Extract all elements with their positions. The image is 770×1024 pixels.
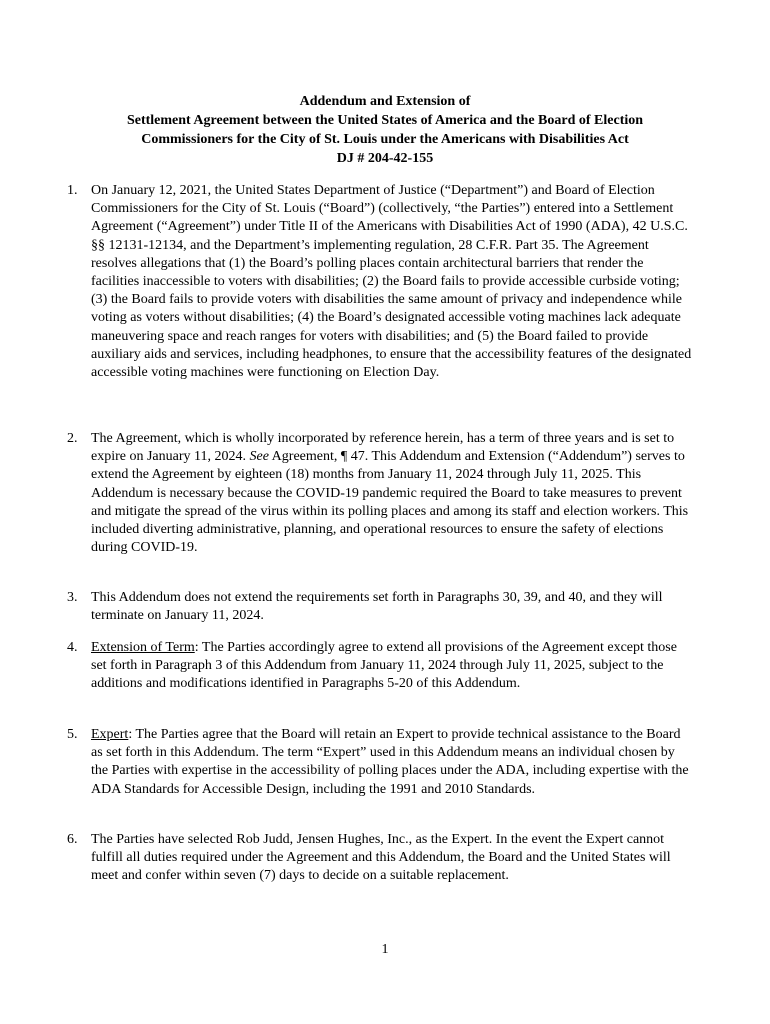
paragraph-text <box>91 430 694 557</box>
paragraph-text <box>91 639 694 694</box>
paragraph-text: On January 12, 2021, the United States Department of Justice (“Department”) and Board of Election Commissioners for the City of St. Louis (“Board”) (collectively, “the Parties”) entered into a Settlement Agreement (“Agreement”) under Title II of the Americans with Disabilities Act of 1990 (ADA), 42 U.S.C. §§ 12131-12134, and the Department’s implementing regulation, 28 C.F.R. Part 35. The Agreement resolves allegations that (1) the Board’s polling places contain architectural barriers that render the facilities inaccessible to voters with disabilities; (2) the Board fails to provide accessible curbside voting; (3) the Board fails to provide voters with disabilities the same amount of privacy and independence while voting as voters without disabilities; (4) the Board’s designated accessible voting machines lack adequate maneuvering space and reach ranges for voters with disabilities; and (5) the Board failed to provide auxiliary aids and services, including headphones, to ensure that the accessibility features of the designated accessible voting machines were functioning on Election Day. <box>91 183 692 381</box>
paragraph-3 <box>67 589 694 625</box>
heading-line-1: Addendum and Extension of <box>299 94 471 109</box>
paragraph-5 <box>67 726 694 799</box>
paragraph-number: 2. <box>67 431 78 446</box>
paragraph-text-rest: : The Parties accordingly agree to extend all provisions of the Agreement except those set forth in Paragraph 3 of this Addendum from January 11, 2024 through July 11, 2025, subject to the additions and modifications identified in Paragraphs 5-20 of this Addendum. <box>91 640 677 692</box>
section-label: Extension of Term <box>91 640 195 655</box>
paragraph-text: This Addendum does not extend the requirements set forth in Paragraphs 30, 39, and 40, and they will terminate on January 11, 2024. <box>91 590 663 624</box>
document-heading <box>60 92 710 168</box>
heading-line-3: Commissioners for the City of St. Louis under the Americans with Disabilities Act <box>141 132 629 147</box>
paragraph-4 <box>67 639 694 694</box>
paragraph-6 <box>67 831 694 886</box>
see-citation: See <box>249 449 269 465</box>
paragraph-number: 4. <box>67 640 78 655</box>
paragraph-text <box>91 726 694 799</box>
heading-line-2: Settlement Agreement between the United States of America and the Board of Election <box>126 113 644 128</box>
paragraph-text: The Parties have selected Rob Judd, Jensen Hughes, Inc., as the Expert. In the event the Expert cannot fulfill all duties required under the Agreement and this Addendum, the Board and the United States will meet and confer within seven (7) days to decide on a suitable replacement. <box>91 832 671 884</box>
paragraph-1 <box>67 182 694 382</box>
heading-line-4: DJ # 204-42-155 <box>336 151 434 166</box>
paragraph-number: 3. <box>67 590 78 605</box>
section-label: Expert <box>91 727 129 742</box>
paragraph-text-part-b: Agreement, ¶ 47. This Addendum and Extension (“Addendum”) serves to extend the Agreement by eighteen (18) months from January 11, 2024 through July 11, 2025. This Addendum is necessary because the COVID-19 pandemic required the Board to take measures to prevent and mitigate the spread of the virus within its polling places and among its staff and election workers. This included diverting administrative, planning, and operational resources to ensure the safety of elections during COVID-19. <box>91 449 689 556</box>
paragraph-number: 5. <box>67 727 78 742</box>
paragraph-number: 1. <box>67 183 78 198</box>
paragraph-text-rest: : The Parties agree that the Board will retain an Expert to provide technical assistance to the Board as set forth in this Addendum. The term “Expert” used in this Addendum means an individual chosen by the Parties with expertise in the accessibility of polling places under the ADA, including expertise with the ADA Standards for Accessible Design, including the 1991 and 2010 Standards. <box>91 727 689 797</box>
paragraph-text-part-a: The Agreement, which is wholly incorporated by reference herein, has a term of three years and is set to expire on January 11, 2024. <box>91 431 675 465</box>
paragraph-2 <box>67 430 694 557</box>
page-number: 1 <box>381 942 389 957</box>
paragraph-number: 6. <box>67 832 78 847</box>
